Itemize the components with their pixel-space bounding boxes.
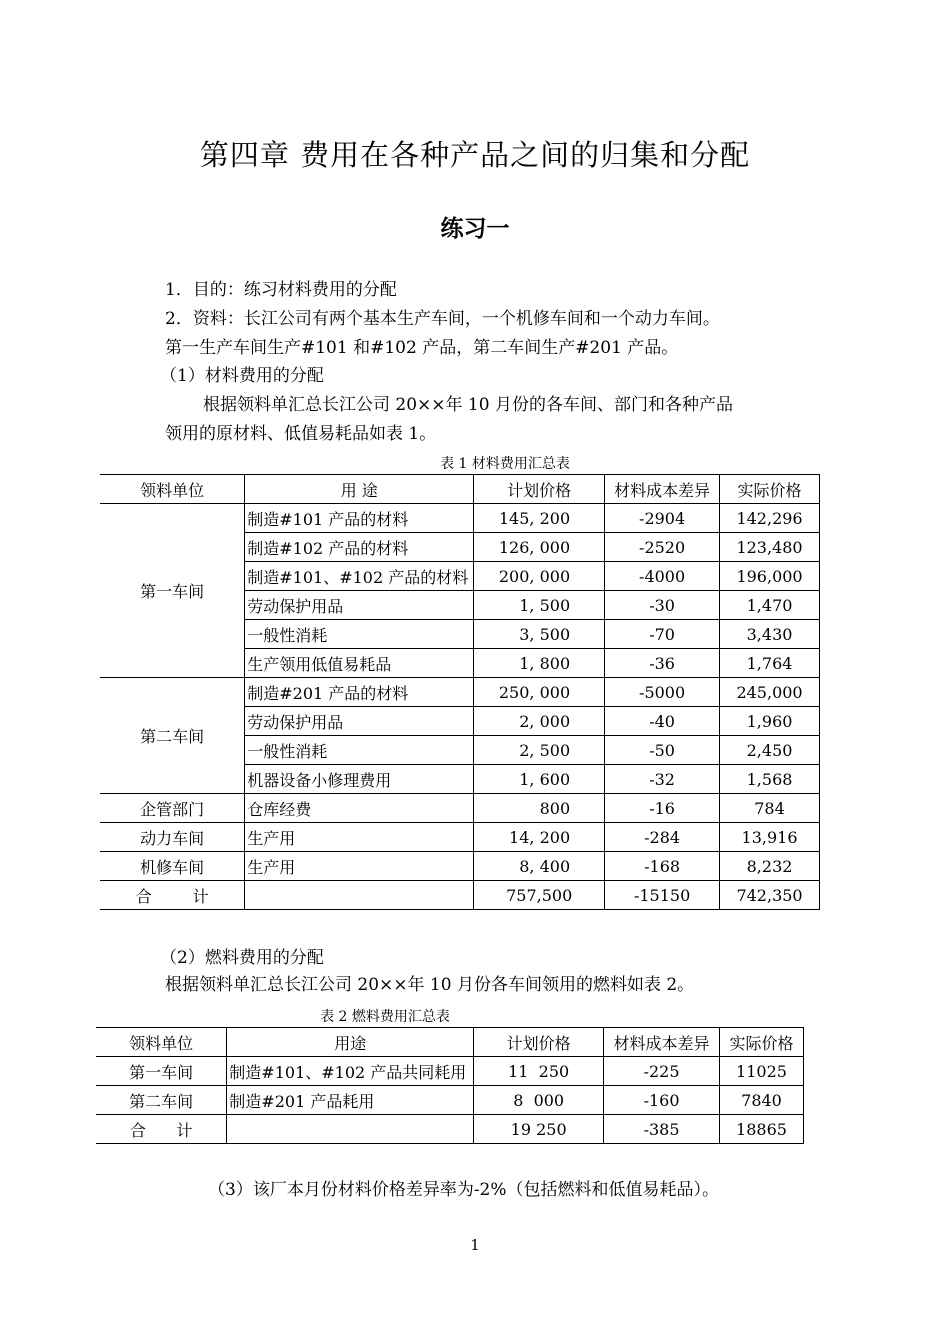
table-total-row (96, 1115, 804, 1144)
table-row (96, 1086, 804, 1115)
exercise-title: 练习一 (440, 216, 510, 242)
table-row (100, 678, 820, 707)
cell-use: 制造#101 产品的材料 (245, 504, 474, 533)
cell-plan: 3, 500 (474, 620, 605, 649)
cell-use: 制造#101、#102 产品共同耗用 (227, 1057, 474, 1086)
cell-actual: 742,350 (720, 881, 820, 910)
paragraph-price-variance: （3）该厂本月份材料价格差异率为-2%（包括燃料和低值易耗品）。 (208, 1180, 720, 1200)
table-row (96, 1057, 804, 1086)
cell-use: 一般性消耗 (245, 620, 474, 649)
cell-diff: -16 (605, 794, 720, 823)
table1-header-unit: 领料单位 (100, 475, 245, 504)
cell-use: 制造#201 产品耗用 (227, 1086, 474, 1115)
cell-plan: 1, 800 (474, 649, 605, 678)
cell-actual: 13,916 (720, 823, 820, 852)
cell-plan: 8 000 (474, 1086, 604, 1115)
cell-plan: 200, 000 (474, 562, 605, 591)
cell-diff: -2520 (605, 533, 720, 562)
cell-actual: 8,232 (720, 852, 820, 881)
cell-use: 机器设备小修理费用 (245, 765, 474, 794)
paragraph-workshops: 第一生产车间生产#101 和#102 产品，第二车间生产#201 产品。 (165, 338, 679, 358)
cell-plan: 1, 500 (474, 591, 605, 620)
cell-use: 制造#102 产品的材料 (245, 533, 474, 562)
paragraph-table1-intro-cont: 领用的原材料、低值易耗品如表 1。 (165, 424, 437, 444)
cell-total-label: 合 计 (100, 881, 245, 910)
cell-plan: 757,500 (474, 881, 605, 910)
paragraph-purpose: 1．目的：练习材料费用的分配 (165, 280, 397, 300)
cell-actual: 196,000 (720, 562, 820, 591)
cell-total-label: 合 计 (96, 1115, 227, 1144)
cell-use: 劳动保护用品 (245, 591, 474, 620)
cell-unit: 动力车间 (100, 823, 245, 852)
cell-use: 生产用 (245, 823, 474, 852)
cell-actual: 123,480 (720, 533, 820, 562)
table-row (100, 852, 820, 881)
cell-use: 生产领用低值易耗品 (245, 649, 474, 678)
cell-use: 一般性消耗 (245, 736, 474, 765)
table1-header-plan: 计划价格 (474, 475, 605, 504)
cell-diff: -385 (604, 1115, 720, 1144)
cell-diff: -2904 (605, 504, 720, 533)
cell-diff: -225 (604, 1057, 720, 1086)
cell-plan: 800 (474, 794, 605, 823)
cell-plan: 8, 400 (474, 852, 605, 881)
cell-diff: -40 (605, 707, 720, 736)
cell-plan: 14, 200 (474, 823, 605, 852)
cell-diff: -160 (604, 1086, 720, 1115)
paragraph-table2-intro: 根据领料单汇总长江公司 20××年 10 月份各车间领用的燃料如表 2。 (165, 975, 695, 995)
section-heading-material: （1）材料费用的分配 (160, 366, 324, 386)
material-cost-table (100, 474, 820, 910)
cell-use (227, 1115, 474, 1144)
section-heading-fuel: （2）燃料费用的分配 (160, 948, 324, 968)
cell-actual: 1,764 (720, 649, 820, 678)
cell-actual: 142,296 (720, 504, 820, 533)
table2-caption: 表 2 燃料费用汇总表 (320, 1009, 450, 1025)
cell-actual: 18865 (720, 1115, 804, 1144)
cell-use (245, 881, 474, 910)
table1-header-actual: 实际价格 (720, 475, 820, 504)
cell-use: 生产用 (245, 852, 474, 881)
cell-unit: 第二车间 (96, 1086, 227, 1115)
cell-diff: -284 (605, 823, 720, 852)
cell-plan: 145, 200 (474, 504, 605, 533)
cell-unit: 第一车间 (96, 1057, 227, 1086)
chapter-title: 第四章 费用在各种产品之间的归集和分配 (199, 138, 751, 172)
cell-actual: 784 (720, 794, 820, 823)
cell-use: 制造#101、#102 产品的材料 (245, 562, 474, 591)
cell-plan: 2, 500 (474, 736, 605, 765)
cell-actual: 1,960 (720, 707, 820, 736)
cell-use: 仓库经费 (245, 794, 474, 823)
paragraph-material: 2．资料：长江公司有两个基本生产车间，一个机修车间和一个动力车间。 (165, 309, 720, 329)
table1-header-diff: 材料成本差异 (605, 475, 720, 504)
group-workshop-2: 第二车间 (100, 678, 245, 794)
cell-actual: 3,430 (720, 620, 820, 649)
paragraph-table1-intro: 根据领料单汇总长江公司 20××年 10 月份的各车间、部门和各种产品 (203, 395, 733, 415)
cell-diff: -168 (605, 852, 720, 881)
cell-plan: 19 250 (474, 1115, 604, 1144)
cell-actual: 7840 (720, 1086, 804, 1115)
table-total-row (100, 881, 820, 910)
cell-actual: 245,000 (720, 678, 820, 707)
cell-actual: 2,450 (720, 736, 820, 765)
table2-header-unit: 领料单位 (96, 1028, 227, 1057)
table-row (100, 823, 820, 852)
cell-unit: 企管部门 (100, 794, 245, 823)
cell-diff: -30 (605, 591, 720, 620)
cell-diff: -70 (605, 620, 720, 649)
table2-header-actual: 实际价格 (720, 1028, 804, 1057)
cell-actual: 1,568 (720, 765, 820, 794)
cell-unit: 机修车间 (100, 852, 245, 881)
page-number: 1 (470, 1236, 480, 1254)
cell-plan: 11 250 (474, 1057, 604, 1086)
table1-header-use: 用 途 (245, 475, 474, 504)
table2-header-use: 用途 (227, 1028, 474, 1057)
cell-use: 制造#201 产品的材料 (245, 678, 474, 707)
cell-use: 劳动保护用品 (245, 707, 474, 736)
table-row (100, 794, 820, 823)
cell-diff: -32 (605, 765, 720, 794)
table2-header-diff: 材料成本差异 (604, 1028, 720, 1057)
cell-plan: 126, 000 (474, 533, 605, 562)
cell-actual: 11025 (720, 1057, 804, 1086)
cell-diff: -4000 (605, 562, 720, 591)
fuel-cost-table (96, 1027, 804, 1144)
cell-diff: -36 (605, 649, 720, 678)
cell-actual: 1,470 (720, 591, 820, 620)
table1-caption: 表 1 材料费用汇总表 (440, 456, 570, 472)
cell-plan: 250, 000 (474, 678, 605, 707)
cell-diff: -15150 (605, 881, 720, 910)
cell-plan: 2, 000 (474, 707, 605, 736)
cell-diff: -50 (605, 736, 720, 765)
table2-header-plan: 计划价格 (474, 1028, 604, 1057)
cell-diff: -5000 (605, 678, 720, 707)
cell-plan: 1, 600 (474, 765, 605, 794)
table-row (100, 504, 820, 533)
group-workshop-1: 第一车间 (100, 504, 245, 678)
